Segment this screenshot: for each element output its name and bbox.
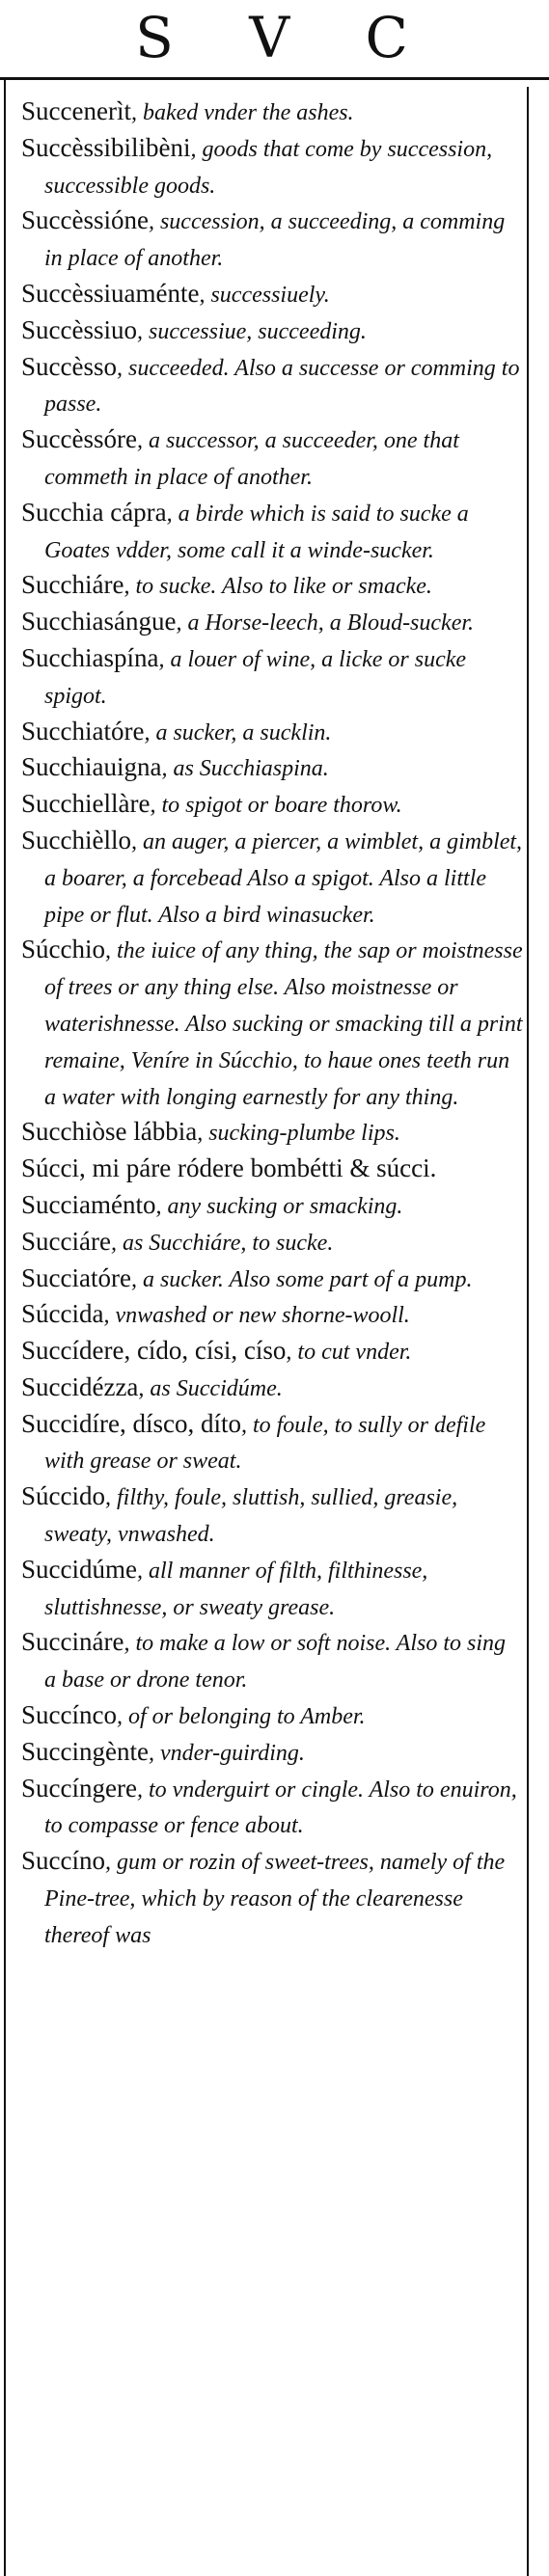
entry xyxy=(21,1152,523,1188)
definition: , sucking-plumbe lips. xyxy=(197,1121,400,1147)
definition: , all manner of filth, filthinesse, sluttishnesse, or sweaty grease. xyxy=(44,1558,428,1620)
headword: Succèssóre xyxy=(21,424,137,454)
definition: , gum or rozin of sweet-trees, namely of the Pine-tree, which by reason of the clearenesse thereof was xyxy=(44,1850,506,1948)
definition: , a louer of wine, a licke or sucke spigot. xyxy=(44,646,467,709)
definition: , an auger, a piercer, a wimblet, a gimblet, a boarer, a forcebead Also a spigot. Also a little pipe or flut. Also a bird winasucker. xyxy=(44,828,523,928)
entry xyxy=(21,313,523,350)
definition: , baked vnder the ashes. xyxy=(130,100,354,125)
entry xyxy=(21,1772,523,1845)
left-border-rule xyxy=(4,77,6,2576)
definition: , to foule, to sully or defile with grease or sweat. xyxy=(44,1412,486,1475)
definition: , successiue, succeeding. xyxy=(136,318,367,344)
right-border-rule xyxy=(527,87,529,2576)
definition: , to spigot or boare thorow. xyxy=(150,793,402,819)
headword: Succidíre, dísco, díto xyxy=(21,1408,241,1438)
headword: Succèssibilibèni xyxy=(21,132,191,162)
headword: Succídere, cído, císi, císo xyxy=(21,1336,287,1366)
definition: , to cut vnder. xyxy=(286,1340,412,1366)
entry xyxy=(21,715,523,751)
entry xyxy=(21,1297,523,1334)
headword: Succhièllo xyxy=(21,825,131,854)
entry xyxy=(21,131,523,204)
entry xyxy=(21,1188,523,1225)
definition: , a birde which is said to sucke a Goates vdder, some call it a winde-sucker. xyxy=(44,501,469,563)
headword: Succíngere xyxy=(21,1773,137,1803)
entry xyxy=(21,824,523,933)
headword: Súccida xyxy=(21,1299,104,1329)
entry xyxy=(21,422,523,496)
definition: , as Succhiaspina. xyxy=(161,756,329,782)
headword: Succhiòse lábbia xyxy=(21,1117,198,1147)
entry xyxy=(21,1553,523,1626)
entry xyxy=(21,1261,523,1298)
definition: , to sucke. Also to like or smacke. xyxy=(124,574,432,600)
entry xyxy=(21,1225,523,1261)
headword: Succèssiuo xyxy=(21,314,137,344)
entry xyxy=(21,605,523,641)
entry xyxy=(21,568,523,605)
headword: Succináre xyxy=(21,1627,124,1657)
headword: Súcci, mi páre ródere bombétti & súcci. xyxy=(21,1153,437,1183)
headword: Succhiauigna xyxy=(21,752,162,782)
definition: , a sucker. Also some part of a pump. xyxy=(130,1266,473,1292)
entry xyxy=(21,1735,523,1772)
entry xyxy=(21,1625,523,1698)
entry xyxy=(21,750,523,787)
entry xyxy=(21,1370,523,1407)
headword: Succenerìt xyxy=(21,96,131,125)
definition: , succession, a succeeding, a comming in place of another. xyxy=(44,209,506,272)
definition: , goods that come by succession, successible goods. xyxy=(44,136,493,199)
headword: Succiatóre xyxy=(21,1262,131,1292)
entry xyxy=(21,496,523,569)
headword: Succiáre xyxy=(21,1226,111,1256)
entry xyxy=(21,1115,523,1152)
entry xyxy=(21,203,523,277)
headword: Succiaménto xyxy=(21,1189,156,1219)
page-header: S V C xyxy=(135,5,437,70)
headword: Succèssióne xyxy=(21,205,149,235)
definition: , succeeded. Also a successe or comming to passe. xyxy=(44,355,520,418)
definition: , to make a low or soft noise. Also to sing a base or drone tenor. xyxy=(44,1631,507,1694)
headword: Succíno xyxy=(21,1846,105,1876)
header-rule xyxy=(0,77,549,80)
headword: Succidézza xyxy=(21,1371,139,1401)
definition: , filthy, foule, sluttish, sullied, greasie, sweaty, vnwashed. xyxy=(44,1485,458,1548)
entry xyxy=(21,1698,523,1735)
definition: , vnwashed or new shorne-wooll. xyxy=(103,1303,410,1329)
definition: , as Succidúme. xyxy=(138,1375,283,1401)
headword: Succèssiuaménte xyxy=(21,278,200,308)
definition: , a sucker, a sucklin. xyxy=(144,719,332,746)
definition: , of or belonging to Amber. xyxy=(116,1704,366,1730)
entry-list xyxy=(21,95,523,1954)
definition: , a Horse-leech, a Bloud-sucker. xyxy=(176,610,475,637)
entry xyxy=(21,933,523,1115)
entry xyxy=(21,787,523,824)
headword: Succhiaspína xyxy=(21,642,159,672)
entry xyxy=(21,1479,523,1553)
definition: , vnder-guirding. xyxy=(148,1740,305,1766)
entry xyxy=(21,95,523,131)
headword: Succhiáre xyxy=(21,570,124,600)
definition: , the iuice of any thing, the sap or moistnesse of trees or any thing else. Also moistnesse or waterishnesse. Also sucking or smacking till a print remaine, Veníre in Súcchio, to haue ones teeth run a water with longing earnestly for any thing. xyxy=(44,938,523,1110)
entry xyxy=(21,1407,523,1480)
entry xyxy=(21,641,523,715)
headword: Succidúme xyxy=(21,1554,137,1584)
headword: Succingènte xyxy=(21,1736,149,1766)
headword: Succínco xyxy=(21,1700,117,1730)
headword: Succhiellàre xyxy=(21,789,151,819)
entry xyxy=(21,1844,523,1953)
entry xyxy=(21,350,523,423)
definition: , as Succhiáre, to sucke. xyxy=(110,1230,334,1256)
definition: , any sucking or smacking. xyxy=(155,1193,403,1219)
headword: Succèsso xyxy=(21,351,117,381)
headword: Súcchio xyxy=(21,935,105,964)
headword: Súccido xyxy=(21,1481,105,1511)
definition: , successiuely. xyxy=(199,282,330,308)
headword: Succhiatóre xyxy=(21,716,145,746)
headword: Succhia cápra xyxy=(21,497,167,527)
headword: Succhiasángue xyxy=(21,607,177,637)
entry xyxy=(21,1334,523,1370)
definition: , a successor, a succeeder, one that commeth in place of another. xyxy=(44,428,459,490)
definition: , to vnderguirt or cingle. Also to enuiron, to compasse or fence about. xyxy=(44,1776,517,1839)
entry xyxy=(21,277,523,313)
